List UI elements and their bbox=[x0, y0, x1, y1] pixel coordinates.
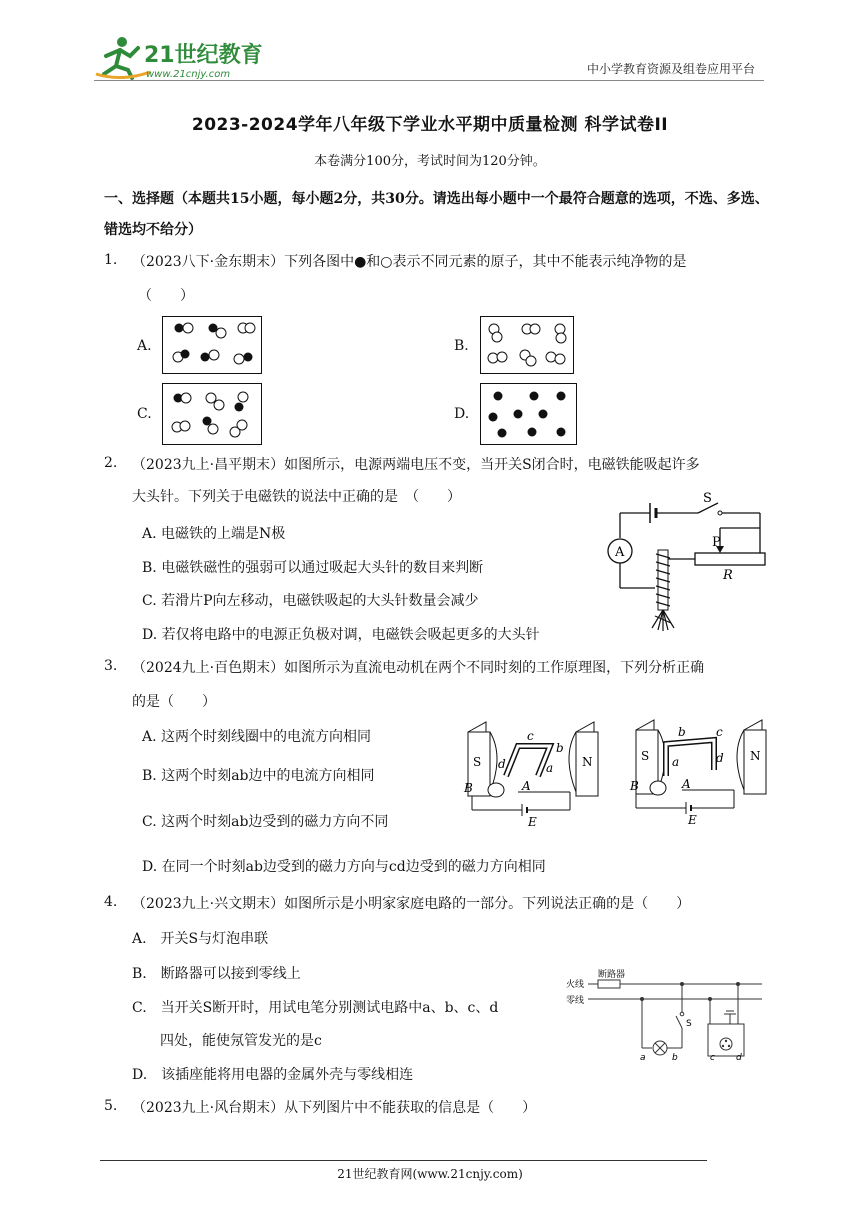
svg-text:d: d bbox=[498, 757, 506, 771]
q3-option-c: C. 这两个时刻ab边受到的磁力方向不同 bbox=[142, 814, 389, 830]
svg-text:b: b bbox=[672, 1053, 678, 1063]
footer-divider bbox=[100, 1160, 707, 1161]
svg-text:b: b bbox=[678, 725, 686, 739]
q2-circuit-figure bbox=[600, 488, 770, 633]
q4-option-c-cont: 四处，能使氖管发光的是c bbox=[132, 1033, 322, 1049]
q1-figure-c bbox=[162, 383, 262, 445]
q2-number: 2. bbox=[104, 455, 118, 471]
q3-option-b: B. 这两个时刻ab边中的电流方向相同 bbox=[142, 768, 375, 784]
svg-text:a: a bbox=[672, 755, 680, 769]
q3-text-line1: （2024九上·百色期末）如图所示为直流电动机在两个不同时刻的工作原理图，下列分析正确 bbox=[132, 660, 705, 676]
logo-url: www.21cnjy.com bbox=[146, 69, 231, 80]
q5-number: 5. bbox=[104, 1098, 118, 1114]
q1-figure-b bbox=[480, 316, 574, 374]
svg-text:c: c bbox=[716, 725, 723, 739]
logo-text: 21世纪教育 bbox=[144, 43, 263, 68]
svg-text:P: P bbox=[712, 535, 721, 550]
svg-text:R: R bbox=[723, 568, 733, 583]
exam-subtitle: 本卷满分100分，考试时间为120分钟。 bbox=[314, 154, 546, 169]
svg-text:c: c bbox=[710, 1053, 715, 1063]
svg-text:N: N bbox=[750, 749, 761, 763]
q3-number: 3. bbox=[104, 658, 118, 674]
svg-text:a: a bbox=[640, 1053, 646, 1063]
q4-option-b: B. 断路器可以接到零线上 bbox=[132, 966, 301, 982]
svg-text:火线: 火线 bbox=[566, 980, 585, 990]
q3-motor-figure-1 bbox=[458, 716, 608, 828]
svg-text:S: S bbox=[686, 1019, 692, 1029]
svg-text:零线: 零线 bbox=[566, 996, 585, 1006]
q1-figure-d bbox=[480, 383, 577, 445]
svg-text:B: B bbox=[464, 781, 473, 795]
q4-text: （2023九上·兴文期末）如图所示是小明家家庭电路的一部分。下列说法正确的是（ ） bbox=[132, 896, 691, 912]
q5-text: （2023九上·风台期末）从下列图片中不能获取的信息是（ ） bbox=[132, 1100, 537, 1116]
svg-text:a: a bbox=[546, 761, 554, 775]
q2-text-line1: （2023九上·昌平期末）如图所示，电源两端电压不变，当开关S闭合时，电磁铁能吸起许多 bbox=[132, 457, 700, 473]
svg-text:N: N bbox=[582, 755, 593, 769]
svg-text:S: S bbox=[703, 491, 712, 506]
svg-text:d: d bbox=[736, 1053, 742, 1063]
q2-option-a: A. 电磁铁的上端是N极 bbox=[142, 526, 286, 542]
q1-label-a: A. bbox=[137, 338, 152, 354]
q3-option-a: A. 这两个时刻线圈中的电流方向相同 bbox=[142, 729, 372, 745]
section-heading: 一、选择题（本题共15小题，每小题2分，共30分。请选出每小题中一个最符合题意的选项，不选、多选、错选均不给分） bbox=[104, 191, 769, 238]
site-logo bbox=[92, 34, 272, 82]
runner-logo-icon bbox=[96, 37, 150, 78]
q3-motor-figure-2 bbox=[626, 714, 776, 826]
q2-option-b: B. 电磁铁磁性的强弱可以通过吸起大头针的数目来判断 bbox=[142, 560, 484, 576]
q3-option-d: D. 在同一个时刻ab边受到的磁力方向与cd边受到的磁力方向相同 bbox=[142, 859, 546, 875]
q1-text: （2023八下·金东期末）下列各图中●和○表示不同元素的原子，其中不能表示纯净物的是 bbox=[132, 254, 687, 270]
svg-text:E: E bbox=[528, 815, 537, 828]
q4-household-circuit-figure bbox=[562, 964, 770, 1064]
q1-label-d: D. bbox=[454, 406, 470, 422]
svg-text:B: B bbox=[630, 779, 639, 793]
svg-text:断路器: 断路器 bbox=[598, 970, 626, 980]
q4-number: 4. bbox=[104, 894, 118, 910]
q4-option-a: A. 开关S与灯泡串联 bbox=[132, 931, 269, 947]
exam-title: 2023-2024学年八年级下学业水平期中质量检测 科学试卷II bbox=[191, 115, 669, 135]
q2-text-line2: 大头针。下列关于电磁铁的说法中正确的是 （ ） bbox=[132, 489, 461, 505]
q3-text-line2: 的是（ ） bbox=[132, 694, 216, 710]
svg-text:S: S bbox=[641, 749, 650, 763]
q2-option-c: C. 若滑片P向左移动，电磁铁吸起的大头针数量会减少 bbox=[142, 593, 479, 609]
q1-figure-a bbox=[162, 316, 262, 374]
q4-option-c: C. 当开关S断开时，用试电笔分别测试电路中a、b、c、d bbox=[132, 1000, 499, 1016]
header-divider bbox=[94, 80, 764, 81]
footer-text: 21世纪教育网(www.21cnjy.com) bbox=[337, 1167, 523, 1181]
q1-paren: （ ） bbox=[138, 288, 194, 304]
q1-label-b: B. bbox=[454, 338, 469, 354]
svg-text:E: E bbox=[688, 813, 697, 826]
svg-text:S: S bbox=[473, 755, 482, 769]
q4-option-d: D. 该插座能将用电器的金属外壳与零线相连 bbox=[132, 1067, 414, 1083]
q2-option-d: D. 若仅将电路中的电源正负极对调，电磁铁会吸起更多的大头针 bbox=[142, 627, 540, 643]
q1-label-c: C. bbox=[137, 406, 152, 422]
platform-name: 中小学教育资源及组卷应用平台 bbox=[586, 62, 755, 76]
svg-text:d: d bbox=[716, 751, 724, 765]
svg-text:A: A bbox=[522, 779, 531, 793]
svg-text:A: A bbox=[615, 545, 625, 560]
svg-text:b: b bbox=[556, 741, 564, 755]
svg-text:A: A bbox=[682, 777, 691, 791]
svg-text:c: c bbox=[527, 729, 534, 743]
q1-number: 1. bbox=[104, 252, 118, 268]
